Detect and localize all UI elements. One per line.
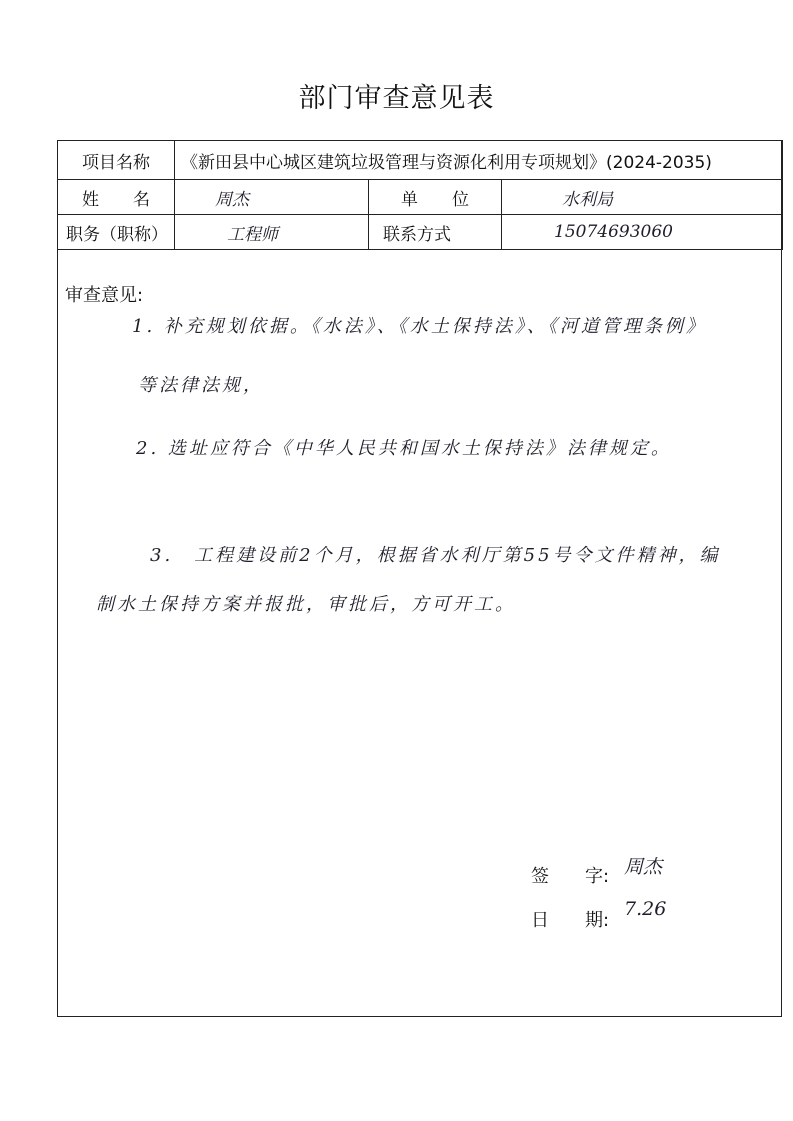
name-row [58, 180, 783, 215]
opinion-item-2: 2. 选址应符合《中华人民共和国水土保持法》法律规定。 [136, 438, 672, 459]
project-row [58, 141, 783, 180]
project-name-label: 项目名称 [58, 141, 175, 180]
form-frame [57, 140, 782, 1017]
name-value: 周杰 [175, 180, 369, 215]
date-label: 日 期: [531, 910, 610, 931]
opinion-item-1-line-2: 等法律法规， [138, 375, 264, 396]
project-name-value: 《新田县中心城区建筑垃圾管理与资源化利用专项规划》(2024-2035) [175, 141, 783, 180]
opinion-item-3-line-2: 制水土保持方案并报批，审批后，方可开工。 [96, 594, 516, 615]
date-value: 7.26 [624, 898, 667, 920]
info-table [57, 140, 783, 250]
signature-value: 周杰 [624, 856, 663, 878]
opinion-item-1-line-1: 1. 补充规划依据。《水法》、《水土保持法》、《河道管理条例》 [132, 316, 707, 337]
signature-label: 签 字: [531, 866, 610, 887]
position-row [58, 215, 783, 250]
unit-label: 单 位 [369, 180, 502, 215]
position-value: 工程师 [175, 215, 369, 250]
unit-value: 水利局 [502, 180, 783, 215]
review-opinion-label: 审查意见: [65, 285, 144, 306]
contact-value: 15074693060 [502, 215, 783, 250]
contact-label: 联系方式 [369, 215, 502, 250]
name-label: 姓 名 [58, 180, 175, 215]
form-title: 部门审查意见表 [298, 83, 495, 114]
position-label: 职务（职称） [58, 215, 175, 250]
opinion-item-3-line-1: 3. 工程建设前2个月，根据省水利厅第55号令文件精神，编 [150, 545, 721, 566]
